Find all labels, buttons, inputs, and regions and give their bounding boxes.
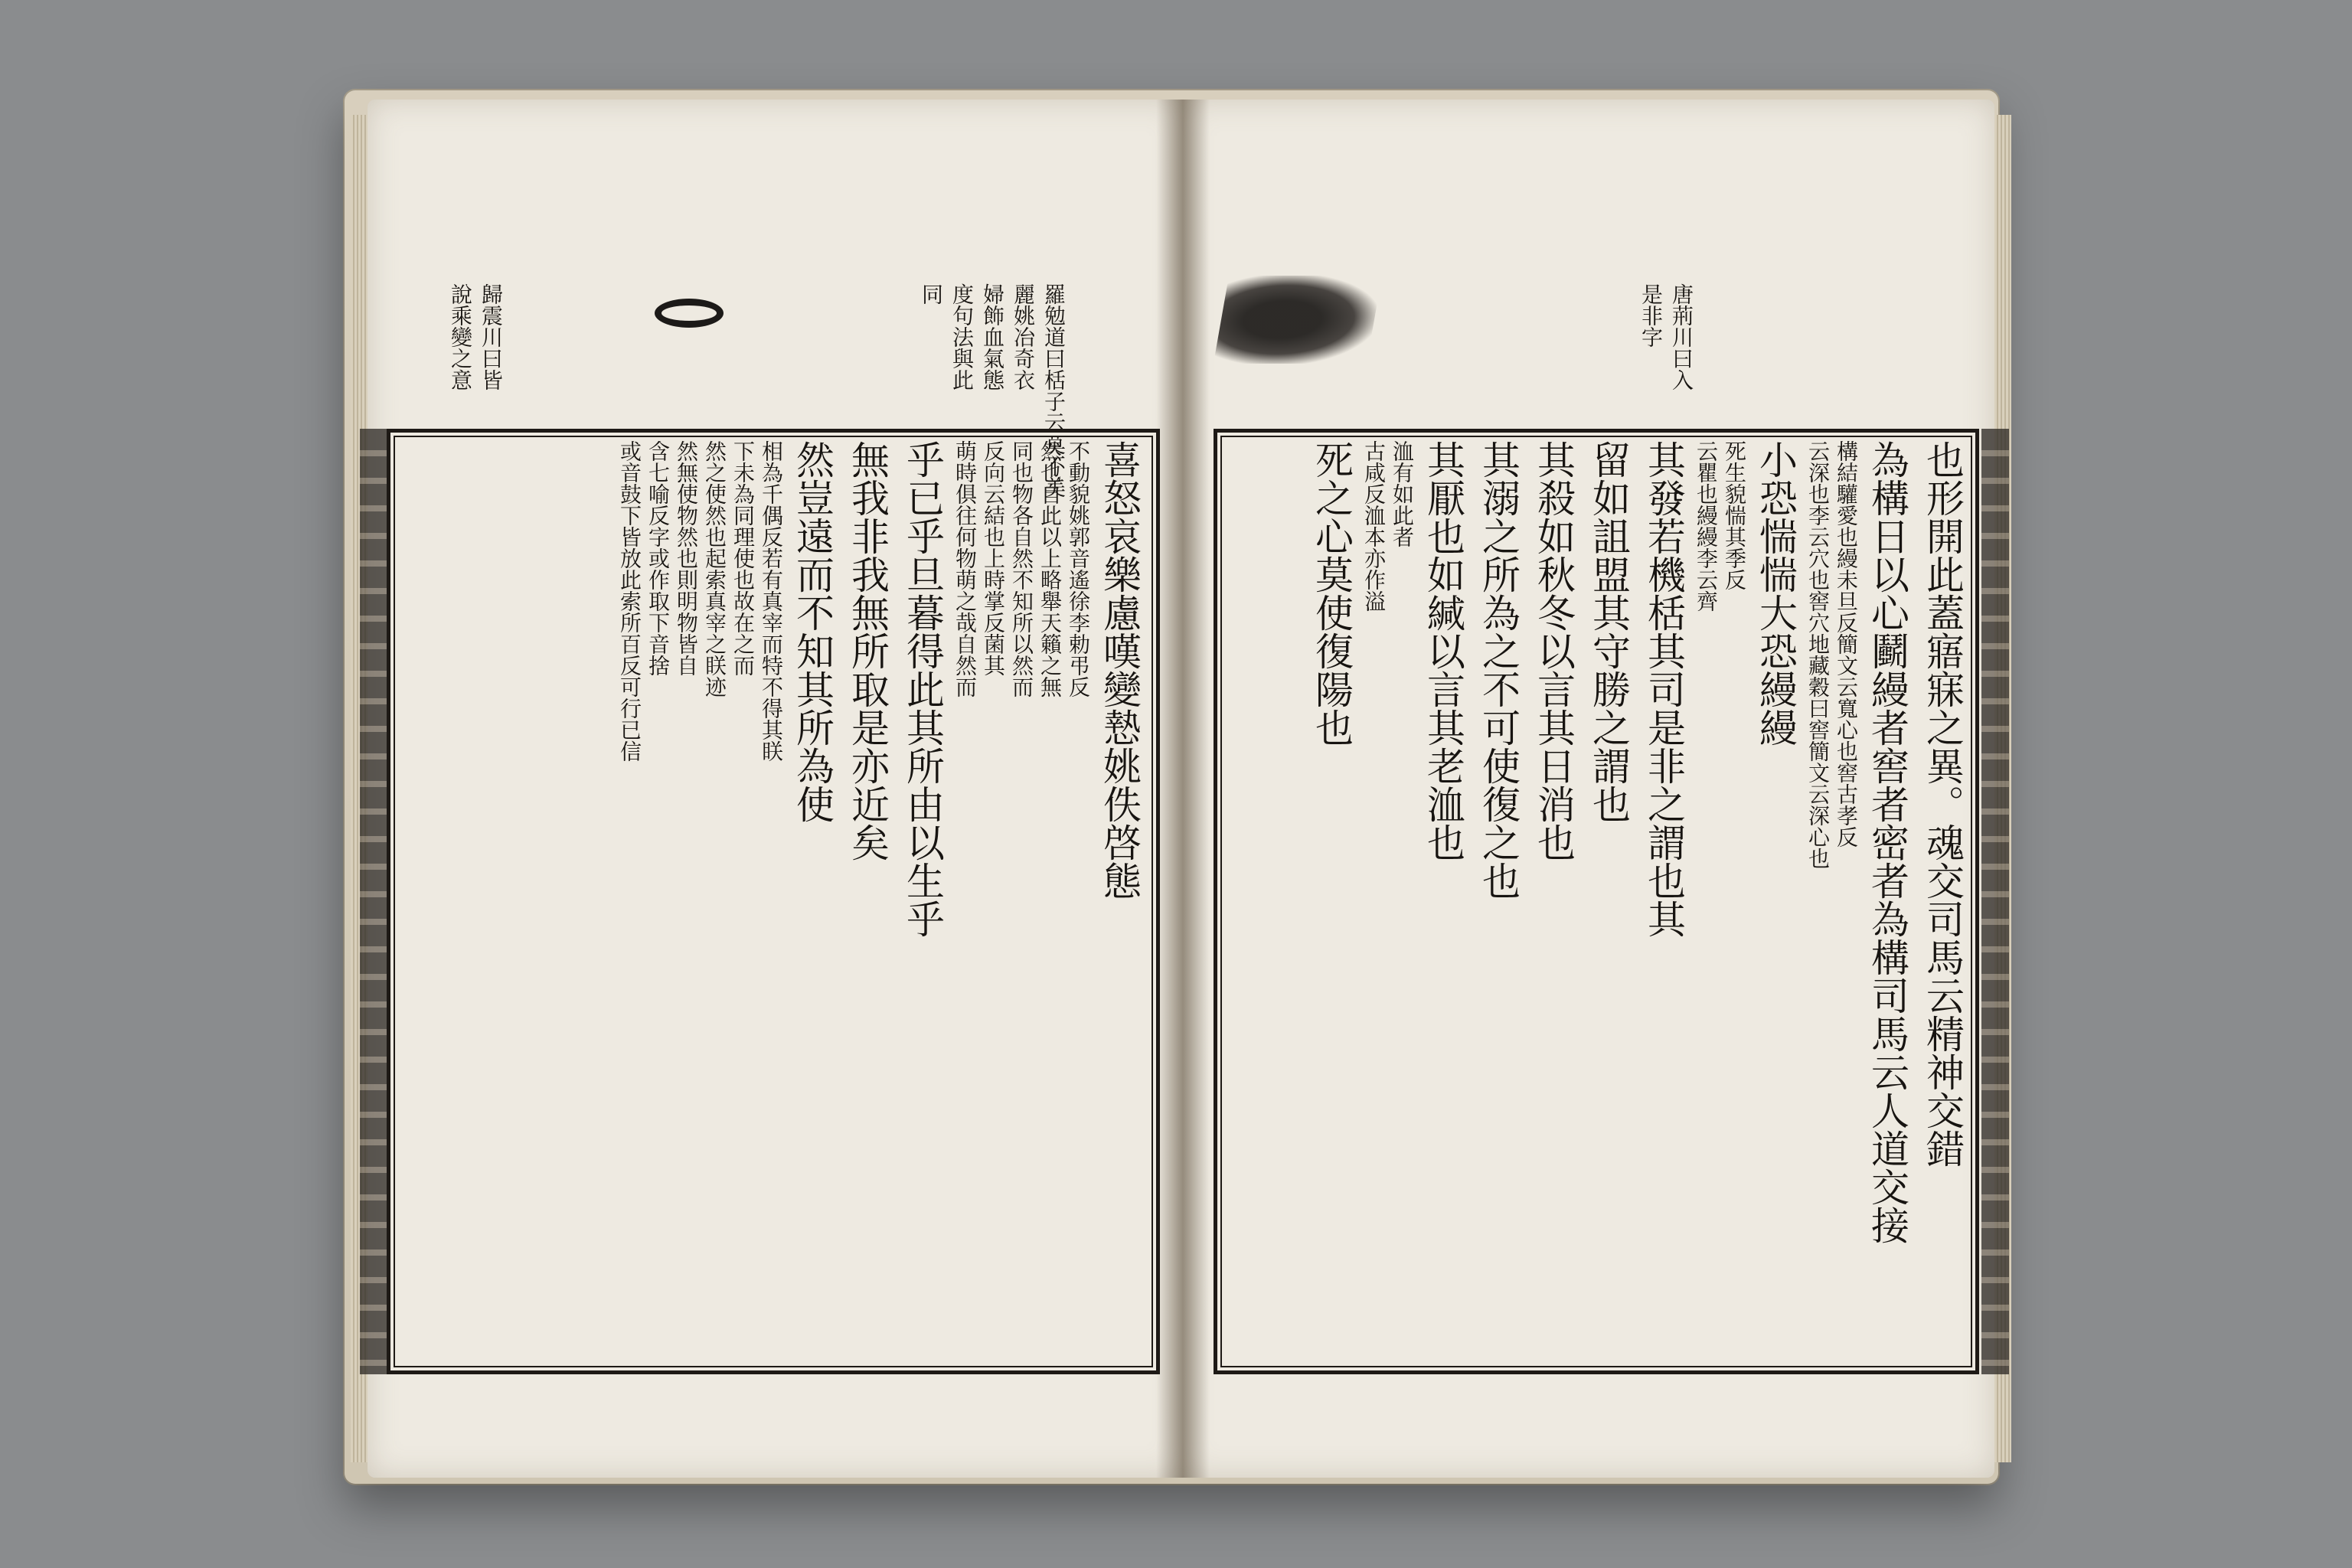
note-column: 萌時俱往何物萌之哉自然而 [952,440,978,697]
left-page-marginal-strip [360,429,387,1374]
text-column: 為構日以心鬬縵者窖者密者為構司馬云人道交接 [1865,440,1909,1244]
note-column: 下未為同理使也故在之而 [730,440,756,676]
note-column: 古咸反洫本亦作溢 [1361,440,1387,612]
text-column: 死之心莫使復陽也 [1309,440,1354,746]
text-column: 其溺之所為之不可使復之也 [1476,440,1521,900]
right-page-marginal-strip [1981,429,2009,1374]
note-column: 云瞿也縵縵李云齊 [1694,440,1719,612]
header-note: 歸震川曰皆 [479,283,504,390]
right-text-columns [1225,440,1968,1244]
note-column: 相為千偶反若有真宰而特不得其眹 [759,440,784,762]
note-column: 含七喻反字或作取下音捨 [645,440,671,676]
note-column: 構結驩愛也縵未旦反簡文云寬心也窖古孝反 [1834,440,1859,848]
text-column: 留如詛盟其守勝之謂也 [1586,440,1631,823]
left-text-columns [398,440,1145,938]
header-note: 麗姚冶奇衣 [1011,283,1036,390]
text-column: 小恐惴惴大恐縵縵 [1753,440,1798,746]
text-column: 無我非我無所取是亦近矣 [845,440,890,861]
text-column: 也形開此蓋寤寐之異。魂交司馬云精神交錯 [1920,440,1965,1168]
text-column: 其殺如秋冬以言其日消也 [1531,440,1576,861]
text-column: 其厭也如緘以言其老洫也 [1421,440,1465,861]
header-note: 度句法與此 [949,283,975,390]
text-column: 其發若機栝其司是非之謂也其 [1642,440,1686,938]
text-column: 然豈遠而不知其所為使 [790,440,835,823]
note-column: 死生貌惴其季反 [1722,440,1747,590]
text-column: 乎已乎旦暮得此其所由以生乎 [900,440,945,938]
note-column: 然無使物然也則明物皆自 [674,440,699,676]
right-header-notes [1638,283,1694,390]
header-note: 說乘變之意 [448,283,473,390]
note-column: 然之使然也起索真宰之眹迹 [702,440,727,697]
ink-ornament [655,299,724,328]
text-column: 喜怒哀樂慮嘆變慹姚佚啓態 [1097,440,1142,900]
note-column: 或音鼓下皆放此索所百反可行已信 [617,440,642,762]
header-note: 羅勉道曰栝子云莫不美 [1041,283,1067,498]
note-column: 云深也李云穴也窖穴地藏穀曰窖簡文云深心也 [1805,440,1831,869]
note-column: 反向云結也上時掌反菌其 [981,440,1006,676]
header-note: 婦飾血氣態 [980,283,1005,390]
header-note: 是非字 [1638,283,1664,348]
ink-smudge [1214,276,1382,364]
header-note: 同 [919,283,944,305]
left-header-notes-secondary [448,283,503,390]
note-column: 洫有如此者 [1390,440,1415,547]
header-note: 唐荊川曰入 [1669,283,1694,390]
note-column: 然也自此以上略舉天籟之無 [1037,440,1063,697]
note-column: 同也物各自然不知所以然而 [1009,440,1034,697]
note-column: 不動貌姚郭音遙徐李勅弔反 [1066,440,1091,697]
